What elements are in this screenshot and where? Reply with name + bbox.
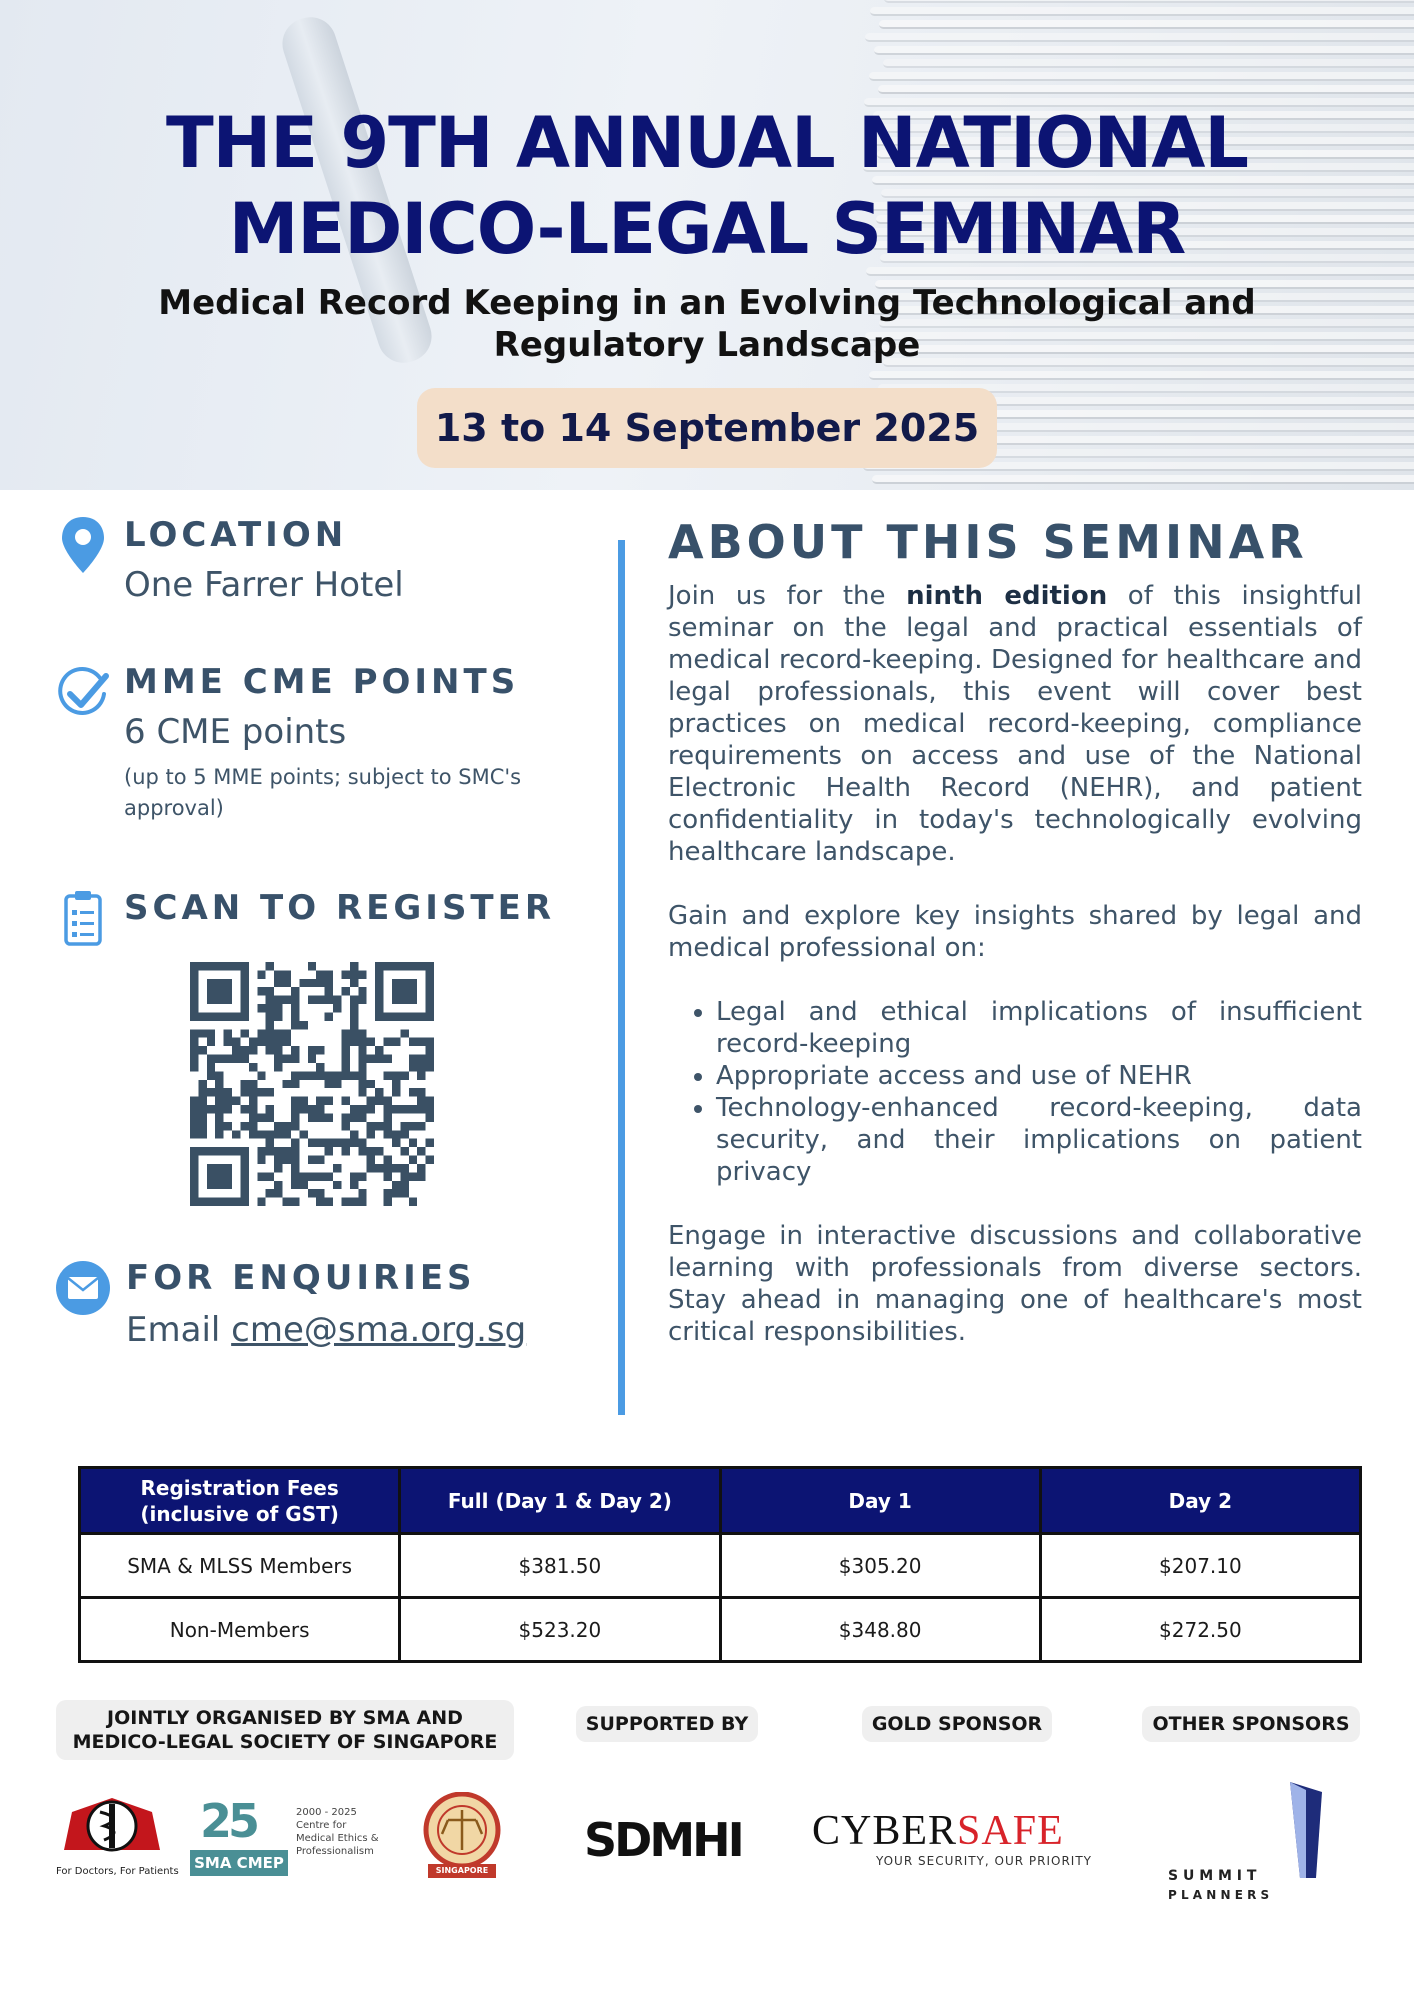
cmep-25-mark: 25	[200, 1794, 257, 1848]
header-fees-line-1: Registration Fees	[140, 1475, 339, 1500]
sma-logo	[56, 1792, 179, 1884]
subtitle-line-1: Medical Record Keeping in an Evolving Technological and	[158, 283, 1256, 323]
cybersafe-tagline: YOUR SECURITY, OUR PRIORITY	[875, 1854, 1092, 1868]
organised-line-1: JOINTLY ORGANISED BY SMA AND	[107, 1707, 463, 1729]
sma-cmep-logo	[190, 1794, 390, 1880]
row-label: Non-Members	[80, 1598, 400, 1662]
enquiries-email-link[interactable]: cme@sma.org.sg	[231, 1310, 527, 1350]
date-badge: 13 to 14 September 2025	[417, 388, 997, 468]
sdmhi-logo: SDMHI	[584, 1813, 742, 1867]
paper-sheet	[878, 85, 1414, 94]
fee-day2: $272.50	[1040, 1598, 1360, 1662]
cme-points-heading: MME CME POINTS	[124, 662, 520, 702]
email-icon	[56, 1258, 110, 1318]
about-paragraph-3: Engage in interactive discussions and collaborative learning with professionals from diverse sectors. Stay ahead in managing one of healthcare's most critical responsibilities.	[668, 1221, 1362, 1347]
cme-points-note: (up to 5 MME points; subject to SMC's approval)	[124, 765, 522, 820]
paper-sheet	[884, 0, 1414, 3]
enquiries-value	[126, 1310, 526, 1350]
hero-banner	[0, 0, 1414, 490]
paper-sheet	[879, 20, 1414, 29]
about-body	[668, 580, 1362, 1380]
table-row	[80, 1534, 1361, 1598]
header-day2: Day 2	[1040, 1468, 1360, 1534]
row-label: SMA & MLSS Members	[80, 1534, 400, 1598]
registration-fees-table	[78, 1466, 1362, 1663]
paper-sheet	[872, 475, 1414, 484]
check-circle-icon	[56, 666, 110, 726]
table-header-row	[80, 1468, 1361, 1534]
registration-qr-code[interactable]	[190, 962, 434, 1206]
list-item: • Legal and ethical implications of insufficient record-keeping	[716, 996, 1362, 1060]
sma-tagline: For Doctors, For Patients	[56, 1866, 179, 1877]
paper-sheet	[869, 371, 1414, 380]
about-p1-start: Join us for the	[668, 581, 907, 611]
mlss-seal-icon	[420, 1792, 504, 1868]
cybersafe-word-1: CYBER	[812, 1808, 958, 1854]
title-line-2: MEDICO-LEGAL SEMINAR	[228, 188, 1186, 270]
fee-day1: $305.20	[720, 1534, 1040, 1598]
list-item: • Appropriate access and use of NEHR	[716, 1060, 1362, 1092]
cmep-line-1: Centre for	[296, 1820, 347, 1831]
paper-sheet	[869, 72, 1414, 81]
paper-sheet	[874, 46, 1414, 55]
organised-by-label	[56, 1700, 514, 1760]
table-row	[80, 1598, 1361, 1662]
cybersafe-wordmark	[812, 1808, 1092, 1854]
organised-line-2: MEDICO-LEGAL SOCIETY OF SINGAPORE	[72, 1731, 498, 1753]
fee-full: $523.20	[400, 1598, 720, 1662]
enquiries-prefix: Email	[126, 1310, 232, 1350]
paper-sheet	[865, 33, 1414, 42]
cme-points-value: 6 CME points	[124, 712, 347, 752]
about-p1-bold: ninth edition	[906, 581, 1108, 611]
mlss-logo	[420, 1792, 504, 1884]
title-line-1: THE 9TH ANNUAL NATIONAL	[165, 102, 1249, 184]
cmep-line-2: Medical Ethics &	[296, 1833, 379, 1844]
mlss-banner: SINGAPORE	[428, 1864, 496, 1878]
cybersafe-word-2: SAFE	[957, 1808, 1064, 1854]
about-paragraph-2: Gain and explore key insights shared by legal and medical professional on:	[668, 901, 1362, 963]
cybersafe-logo	[812, 1808, 1092, 1878]
fee-day2: $207.10	[1040, 1534, 1360, 1598]
seminar-title	[0, 100, 1414, 272]
other-sponsors-label: OTHER SPONSORS	[1142, 1706, 1360, 1742]
map-pin-icon	[56, 515, 110, 575]
location-heading: LOCATION	[124, 515, 348, 555]
summit-line-1: S U M M I T	[1168, 1868, 1257, 1884]
column-divider	[618, 540, 625, 1415]
subtitle-line-2: Regulatory Landscape	[493, 325, 921, 365]
header-fees-line-2: (inclusive of GST)	[140, 1501, 339, 1526]
header-full: Full (Day 1 & Day 2)	[400, 1468, 720, 1534]
cmep-line-3: Professionalism	[296, 1846, 374, 1857]
location-value: One Farrer Hotel	[124, 565, 404, 605]
about-heading: ABOUT THIS SEMINAR	[668, 515, 1308, 569]
fee-full: $381.50	[400, 1534, 720, 1598]
list-item: • Technology-enhanced record-keeping, data security, and their implications on patient privacy	[716, 1092, 1362, 1188]
register-heading: SCAN TO REGISTER	[124, 888, 556, 928]
header-day1: Day 1	[720, 1468, 1040, 1534]
summit-planners-logo	[1160, 1778, 1360, 1906]
clipboard-icon	[56, 888, 110, 948]
sma-emblem-icon	[56, 1792, 168, 1862]
about-paragraph-1	[668, 580, 1362, 868]
paper-sheet	[870, 7, 1414, 16]
paper-sheet	[883, 59, 1414, 68]
cmep-text	[296, 1806, 379, 1858]
header-fees-label	[80, 1468, 400, 1534]
enquiries-heading: FOR ENQUIRIES	[126, 1258, 476, 1298]
summit-line-2: P L A N N E R S	[1168, 1888, 1270, 1902]
fee-day1: $348.80	[720, 1598, 1040, 1662]
cmep-badge: SMA CMEP	[190, 1850, 288, 1876]
cmep-years: 2000 - 2025	[296, 1807, 357, 1818]
about-p1-end: of this insightful seminar on the legal and practical essentials of medical record-keeping. Designed for healthcare and legal professionals, this event will cover best practices on medical record-keeping, compliance requirements on access and use of the National Electronic Health Record (NEHR), and patient confidentiality in today's technologically evolving healthcare landscape.	[668, 581, 1362, 867]
summit-tower-icon	[1286, 1778, 1326, 1888]
seminar-subtitle	[150, 282, 1264, 366]
gold-sponsor-label: GOLD SPONSOR	[862, 1706, 1052, 1742]
supported-by-label: SUPPORTED BY	[576, 1706, 758, 1742]
insights-list	[716, 996, 1362, 1188]
